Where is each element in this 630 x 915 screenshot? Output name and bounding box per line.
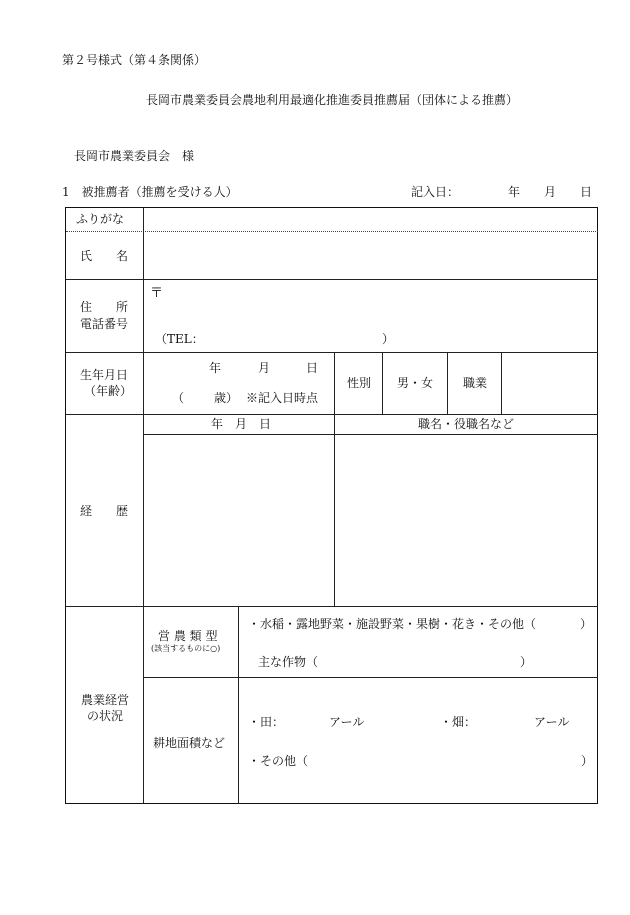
paddy-unit: アール <box>329 715 365 729</box>
form-number: 第２号様式（第４条関係） <box>62 53 207 67</box>
tel-close: ） <box>382 332 395 346</box>
farm-label-line2: の状況 <box>87 709 124 723</box>
farm-sublabel-divider <box>238 607 239 803</box>
age-unit: 歳） <box>214 391 239 405</box>
entry-date-label: 記入日： <box>411 185 460 199</box>
main-crop-label: 主な作物（ <box>258 655 319 669</box>
paddy-label: ・田： <box>248 715 285 729</box>
farm-type-options: ・水稲・露地野菜・施設野菜・果樹・花き・その他（ <box>248 617 537 631</box>
row-divider-name <box>66 279 598 280</box>
row-divider-address <box>66 352 598 353</box>
gender-value-divider <box>447 353 448 414</box>
postal-mark: 〒 <box>150 286 164 301</box>
gender-options: 男・女 <box>397 376 434 390</box>
entry-date-year: 年 <box>508 185 521 199</box>
entry-date-day: 日 <box>580 185 593 199</box>
farm-type-label: 営 農 類 型 <box>158 629 218 643</box>
birth-label: 生年月日 <box>80 368 129 382</box>
furigana-label: ふりがな <box>76 212 125 226</box>
entry-date-month: 月 <box>544 185 557 199</box>
birth-month: 月 <box>258 361 271 375</box>
age-label: （年齢） <box>84 384 133 398</box>
field-label: ・畑： <box>440 715 477 729</box>
occupation-label: 職業 <box>463 376 488 390</box>
label-column-divider <box>143 208 144 803</box>
field-unit: アール <box>534 715 570 729</box>
name-label: 氏 名 <box>80 249 129 263</box>
age-note: ※記入日時点 <box>246 391 319 405</box>
other-label: ・その他（ <box>248 754 309 768</box>
row-divider-farm-type <box>144 677 598 678</box>
document-title: 長岡市農業委員会農地利用最適化推進委員推薦届（団体による推薦） <box>146 93 519 107</box>
age-open: （ <box>172 391 185 405</box>
farm-label-line1: 農業経営 <box>81 693 130 707</box>
farm-type-note: (該当するものに○) <box>151 644 221 653</box>
career-date-header: 年 月 日 <box>211 417 272 431</box>
section-heading: 1 被推薦者（推薦を受ける人） <box>62 185 238 199</box>
row-divider-career <box>66 606 598 607</box>
tel-open: （TEL： <box>155 332 204 346</box>
land-area-label: 耕地面積など <box>153 736 226 750</box>
birth-year: 年 <box>209 361 222 375</box>
other-close: ） <box>581 754 594 768</box>
furigana-divider <box>66 231 598 232</box>
main-crop-close: ） <box>520 655 533 669</box>
address-label: 住 所 <box>80 300 129 314</box>
birth-career-column-divider <box>334 353 335 606</box>
gender-label-divider <box>382 353 383 414</box>
phone-label: 電話番号 <box>80 317 129 331</box>
career-label: 経 歴 <box>80 504 129 518</box>
gender-label: 性別 <box>347 376 372 390</box>
birth-day: 日 <box>306 361 319 375</box>
career-header-divider <box>144 434 598 435</box>
addressee: 長岡市農業委員会 様 <box>74 149 195 163</box>
occupation-label-divider <box>501 353 502 414</box>
row-divider-birth <box>66 414 598 415</box>
career-title-header: 職名・役職名など <box>418 417 515 431</box>
farm-type-close: ） <box>580 617 593 631</box>
